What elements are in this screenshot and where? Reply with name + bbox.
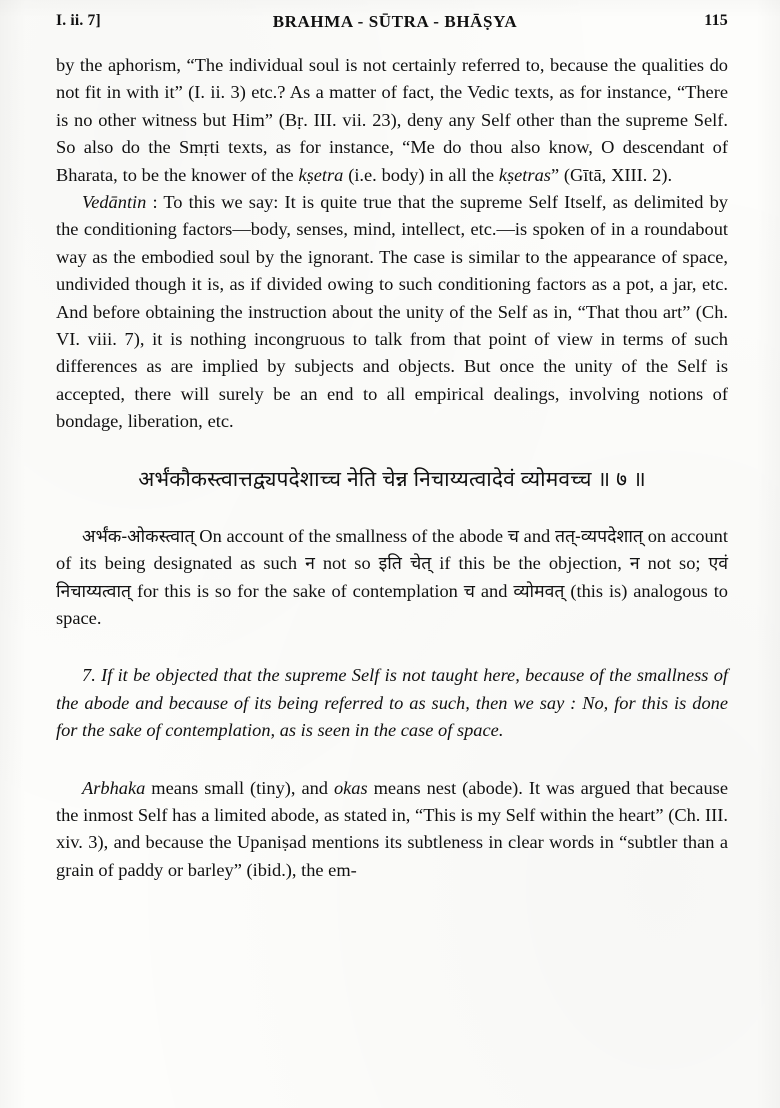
running-head [56, 12, 728, 46]
gloss-roman-2: and [518, 525, 555, 546]
sanskrit-term-okas: okas [333, 777, 368, 798]
gloss-devanagari-1: अर्भंक-ओकस्त्वात् [82, 525, 195, 546]
sanskrit-term-arbhaka: Arbhaka [82, 777, 146, 798]
gloss-devanagari-2: च [507, 525, 519, 546]
gloss-roman-6: not so; [639, 553, 709, 574]
gloss-roman-3: on account of its being designated as such [56, 525, 728, 574]
gloss-roman-9: (this is) analogous to space. [56, 580, 728, 628]
paragraph-sutra-translation: 7. If it be objected that the supreme Self is not taught here, because of the smallness of the abode and because of its being referred to as such, then we say : No, for this is done for the sake of contemplation, as is seen in the case of space. [56, 665, 728, 741]
purvapaksha-segment-2: (i.e. body) in all the [343, 164, 499, 185]
body-text [56, 52, 728, 884]
gloss-roman-4: not so [314, 553, 379, 574]
gloss-devanagari-4: न [305, 553, 315, 574]
running-head-chapter-ref: I. ii. 7] [56, 12, 101, 29]
page-number: 115 [704, 12, 728, 29]
gloss-devanagari-7: एवं निचाय्यत्वात् [56, 553, 728, 601]
sanskrit-term-ksetras: kṣetras [498, 164, 551, 185]
gloss-devanagari-5: इति चेत् [378, 553, 432, 574]
closing-segment-1: means small (tiny), and [145, 777, 334, 798]
vedantin-body-text: : To this we say: It is quite true that the supreme Self Itself, as delimited by the conditioning factors—body, senses, mind, intellect, etc.—is spoken of in a roundabout way as the embodied soul by the ignorant. The case is similar to the appearance of space, undivided though it is, as if divided owing to such conditioning factors as a pot, a jar, etc. And before obtaining the instruction about the unity of the Self as in, “That thou art” (Ch. VI. viii. 7), it is nothing incongruous to talk from that point of view in terms of such differences as are implied by subjects and objects. But once the unity of the Self is accepted, there will surely be an end to all empirical dealings, involving notions of bondage, liberation, etc. [56, 192, 728, 432]
gloss-roman-5: if this be the objection, [431, 553, 630, 574]
purvapaksha-segment-3: ” (Gītā, XIII. 2). [550, 164, 673, 185]
gloss-devanagari-6: न [629, 553, 640, 574]
gloss-devanagari-3: तत्-व्यपदेशात् [554, 525, 643, 546]
gloss-roman-7: for this is so for the sake of contemplation [131, 580, 464, 601]
gloss-roman-1: On account of the smallness of the abode [194, 525, 508, 546]
gloss-roman-8: and [474, 580, 514, 601]
sanskrit-term-ksetra: kṣetra [298, 164, 344, 185]
paragraph-purvapaksha [56, 52, 728, 189]
sutra-block [56, 465, 728, 495]
gloss-devanagari-9: व्योमवत् [513, 580, 565, 601]
speaker-label-vedantin: Vedāntin [82, 192, 147, 213]
sutra-devanagari-line: अर्भंकौकस्त्वात्तद्व्यपदेशाच्च नेति चेन्न निचाय्यत्वादेवं व्योमवच्च ॥ ७ ॥ [138, 467, 646, 491]
paragraph-word-gloss [56, 523, 728, 633]
gloss-devanagari-8: च [463, 580, 475, 601]
paragraph-commentary-closing [56, 775, 728, 885]
closing-segment-2: means nest (abode). It was argued that because the inmost Self has a limited abode, as stated in, “This is my Self within the heart” (Ch. III. xiv. 3), and because the Upaniṣad mentions its subtleness in clear words in “subtler than a grain of paddy or barley” (ibid.), the em- [56, 777, 728, 880]
purvapaksha-segment-1: by the aphorism, “The individual soul is not certainly referred to, because the qualities do not fit in with it” (I. ii. 3) etc.? As a matter of fact, the Vedic texts, as for instance, “There is no other witness but Him” (Bṛ. III. vii. 23), deny any Self other than the supreme Self. So also do the Smṛti texts, as for instance, “Me do thou also know, O descendant of Bharata, to be the knower of the [56, 55, 728, 185]
page-content-column [56, 0, 728, 884]
running-head-title: BRAHMA - SŪTRA - BHĀṢYA [272, 12, 518, 31]
paragraph-vedantin [56, 189, 728, 436]
